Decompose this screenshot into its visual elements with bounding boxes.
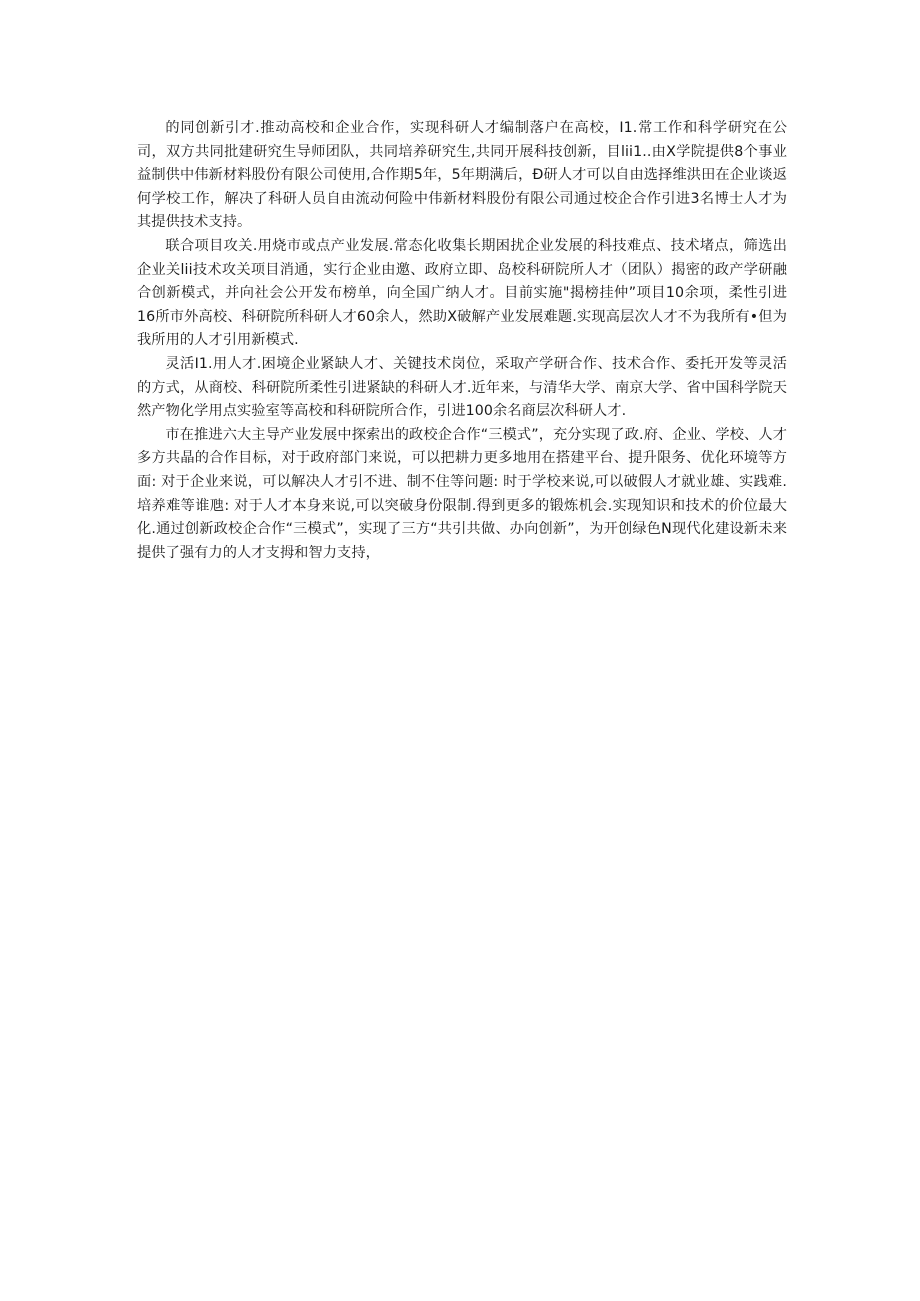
- document-body: [137, 117, 787, 565]
- paragraph-talent-cooperation: 的同创新引才.推动高校和企业合作，实现科研人才编制落户在高校，I1.常工作和科学研究在公司，双方共同批建研究生导师团队，共同培养研究生,共同开展科技创新，目lii1..由X学院提供8个事业益制供中伟新材料股份有限公司使用,合作期5年，5年期满后，Ð研人才可以自由选择维洪田在企业谈返何学校工作，解决了科研人员自由流动何险中伟新材料股份有限公司通过校企合作引进3名博士人才为其提供技术支持。: [137, 120, 787, 231]
- paragraph-summary: 市在推进六大主导产业发展中探索出的政校企合作“三模式”，充分实现了政.府、企业、学校、人才多方共晶的合作目标，对于政府部门来说，可以把耕力更多地用在搭建平台、提升限务、优化环境等方面: 对于企业来说，可以解决人才引不进、制不住等问题: 时于学校来说,可以破假人才就业雄、实践难.培养难等谁虺: 对于人才本身来说,可以突破身份限制.得到更多的锻炼机会.实现知识和技术的价位最大化.通过创新政校企合作“三模式”，实现了三方“共引共做、办向创新”，为开创绿色N现代化建设新未来提供了强有力的人才支拇和智力支持，: [137, 426, 787, 561]
- paragraph-joint-research: 联合项目攻关.用烧市或点产业发展.常态化收集长期困扰企业发展的科技难点、技术堵点，筛选出企业关lii技术攻关项目消通，实行企业由邀、政府立即、岛校科研院所人才（团队）揭密的政产学研融合创新模式，并向社会公开发布榜单，向全国广纳人才。目前实施"揭榜挂仲”项目10余项，柔性引进16所市外高校、科研院所科研人才60余人，然助X破解产业发展难题.实现高层次人才不为我所有•但为我所用的人才引用新模式.: [137, 237, 787, 349]
- paragraph-flexible-talent: 灵活I1.用人才.困境企业紧缺人才、关键技术岗位，采取产学研合作、技术合作、委托开发等灵活的方式，从商校、科研院所柔性引进紧缺的科研人才.近年来，与清华大学、南京大学、省中国科学院天然产物化学用点实验室等高校和科研院所合作，引进100余名商层次科研人才.: [137, 355, 787, 420]
